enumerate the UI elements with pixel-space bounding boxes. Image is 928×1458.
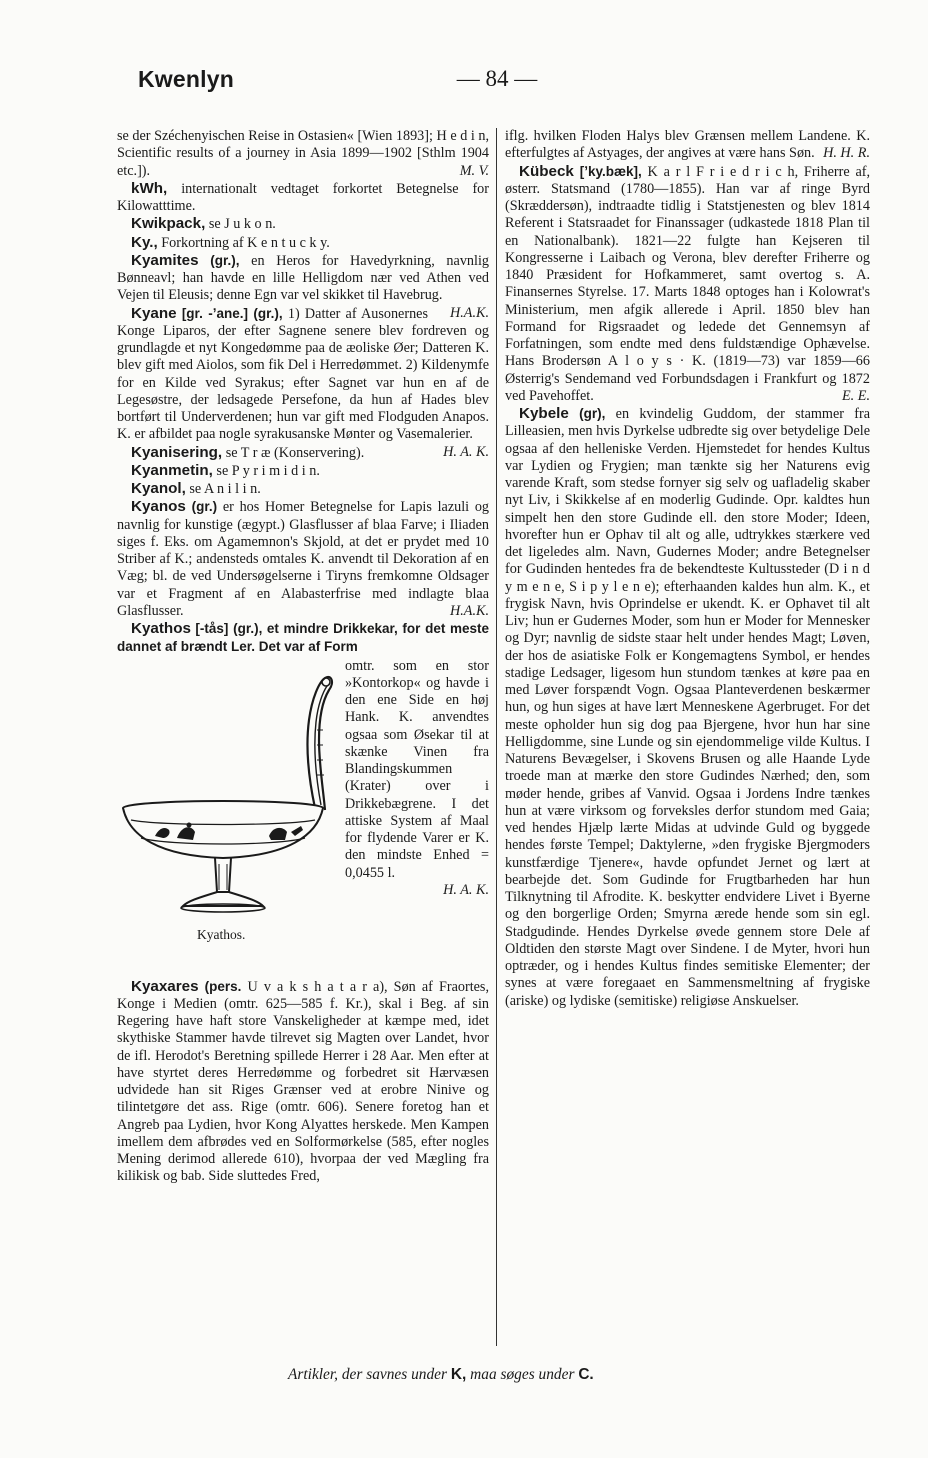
right-column bbox=[505, 128, 870, 1010]
headword: Kyaxares bbox=[131, 977, 199, 995]
entry-kybele bbox=[505, 405, 870, 1010]
headword: Kyanisering, bbox=[131, 443, 223, 461]
headword: Kyathos bbox=[131, 620, 191, 637]
kyathos-wrapped-text bbox=[345, 658, 489, 900]
page-number: — 84 — bbox=[456, 66, 538, 91]
entry-text: omtr. som en stor »Kontorkop« og havde i den ene Side en høj Hank. K. anvendtes ogsaa som Øsekar til at skænke Vinen fra Blandingskummen (Krater) over i Drikkebægrene. I det attiske System af Maal for flydende Varer er K. den mindste Enhed = 0,0455 l. bbox=[345, 657, 489, 881]
kyathos-figure-block bbox=[117, 658, 489, 978]
entry-ky bbox=[117, 234, 489, 252]
grammar-note: (pers. bbox=[204, 978, 242, 994]
page-footer-note bbox=[288, 1366, 708, 1384]
entry-kyanmetin bbox=[117, 462, 489, 480]
author-signature: H. A. K. bbox=[443, 443, 489, 460]
entry-text: 1) Datter af Ausonernes Konge Liparos, der efter Sagnene senere blev fordreven og grundlagde et nyt Kongedømme paa de æoliske Øer; Datteren K. blev gift med Aiolos, som fik Del i Herredømmet. 2) Kildenymfe for en Kilde ved Syrakus; efter Sagnet var hun en af de Legesøstre, der ledsagede Persefone, da hun af Hades blev bortført til Underverdenen; hun var gift med Flodguden Anapos. K. er afbildet paa nogle syrakusanske Mønter og Vasemalerier. bbox=[117, 305, 489, 443]
entry-text: se der Széchenyischen Reise in Ostasien« [Wien 1893]; H e d i n, Scientific results of a journey in Asia 1899—1902 [Sthlm 1904 etc.]). bbox=[117, 128, 489, 179]
headword: Ky., bbox=[131, 233, 158, 251]
headword: Kyane bbox=[131, 304, 177, 322]
entry-kubeck bbox=[505, 163, 870, 406]
author-signature: H. A. K. bbox=[443, 881, 489, 898]
headword: Kyamites bbox=[131, 251, 199, 269]
author-signature: H.A.K. bbox=[449, 304, 489, 321]
headword: kWh, bbox=[131, 179, 168, 197]
entry-kwh bbox=[117, 180, 489, 216]
grammar-note: (gr.) bbox=[191, 499, 218, 515]
headword: Kyanmetin, bbox=[131, 461, 213, 479]
footer-middle: maa søges under bbox=[470, 1366, 575, 1383]
left-column bbox=[117, 128, 489, 1186]
entry-kyathos bbox=[117, 620, 489, 657]
grammar-note: [-tås] (gr.), bbox=[195, 621, 263, 636]
footer-letter-c: C. bbox=[578, 1366, 594, 1383]
headword: Kyanol, bbox=[131, 480, 186, 497]
figure-caption: Kyathos. bbox=[197, 926, 246, 942]
running-head: Kwenlyn bbox=[138, 66, 234, 92]
footer-prefix: Artikler, der savnes under bbox=[288, 1366, 448, 1383]
entry-text: er hos Homer Betegnelse for Lapis lazuli og navnlig for kunstige (ægypt.) Glasflusser af blaa Farve; i Iliaden siges f. Eks. om Agamemnon's Skjold, at det er prydet med 10 Striber af K.; andensteds omtales K. anvendt til Dekoration af en Væg; bl. de ved Undersøgelserne i Tiryns fremkomne Oldsager var et Fragment af en Alabasterfrise med indlagte blaa Glasflusser. bbox=[117, 499, 490, 619]
entry-text: Forkortning af K e n t u c k y. bbox=[161, 234, 330, 251]
entry-text: K a r l F r i e d r i c h, Friherre af, østerr. Statsmand (1780—1855). Han var af ringe Byrd (Skræddersøn), indtraadte tidlig i Statstjenesten og blev 1814 Referent i Statsraadet for Finanssager (udkastede 1818 Plan til en Nationalbank). 1821—22 fulgte han Kejseren til Kongresserne i Laibach og Verona, blev derefter Friherre og 1840 Præsident for Hofkammeret, samt overtog s. A. Finansernes Styrelse. 17. Marts 1848 optoges han i Kolowrat's Ministerium, men afgik allerede i April. 1850 blev han Formand for Rigsraadet og ledede det Gennemsyn af Forfatningen, som endte med dens fuldstændige Ophævelse. Hans Brodersøn A l o y s · K. (1819—73) var 1859—66 Østerrig's Sendemand ved Forbundsdagen i Frankfurt og 1872 ved Pavehoffet. bbox=[505, 163, 871, 404]
author-signature: M. V. bbox=[459, 162, 489, 179]
entry-text: et mindre Drikkekar, for det meste dannet af brændt Ler. Det var af Form bbox=[117, 621, 490, 655]
entry-kyaxares bbox=[117, 978, 489, 1186]
headword: Kwikpack, bbox=[131, 215, 206, 233]
entry-text: se P y r i m i d i n. bbox=[216, 462, 320, 479]
entry-text: internationalt vedtaget forkortet Betegnelse for Kilowatttime. bbox=[117, 180, 489, 214]
grammar-note: [gr. -ʼane.] (gr.), bbox=[181, 305, 283, 321]
entry-text: se A n i l i n. bbox=[189, 481, 261, 497]
kyathos-cup-drawing bbox=[119, 660, 341, 922]
headword: Kübeck bbox=[519, 162, 574, 180]
kyathos-illustration bbox=[117, 658, 343, 978]
entry-kyanol bbox=[117, 480, 489, 498]
entry-text: iflg. hvilken Floden Halys blev Grænsen mellem Landene. K. efterfulgtes af Astyages, der angives at være hans Søn. bbox=[505, 128, 870, 162]
entry-text: se T r æ (Konservering). bbox=[225, 444, 365, 461]
entry-kyaxares-continuation bbox=[505, 128, 870, 163]
column-divider bbox=[496, 128, 497, 1346]
author-signature: H. H. R. bbox=[823, 145, 870, 162]
entry-kwikpack bbox=[117, 215, 489, 233]
entry-text: U v a k s h a t a r a), Søn af Fraortes, Konge i Medien (omtr. 625—585 f. Kr.), skal i Beg. af sin Regering have haft store Vanskeligheder at kæmpe med, idet skythiske Stammer havde tilrevet sig Magten over Landet, hvor de ifl. Herodot's Beretning spillede Herrer i 28 Aar. Men efter at have styrtet deres Herredømme og forbedret sit Hærvæsen udvidede han sit Riges Grænser ved at erobre Ninive og tilintetgøre det ass. Rige (omtr. 606). Senere foretog han et Angreb paa Lydien, hvor Kong Alyattes herskede. Men Kampen imellem dem afbrødes ved en Solformørkelse (585, efter nogles Mening derimod allerede 610), hvorpaa der ved Mægling fra kilikisk og bab. Side sluttedes Fred, bbox=[117, 978, 490, 1185]
headword: Kyanos bbox=[131, 498, 186, 516]
grammar-note: (gr), bbox=[579, 406, 606, 421]
author-signature: E. E. bbox=[842, 387, 870, 404]
entry-text: se J u k o n. bbox=[208, 216, 276, 233]
entry-text: en kvindelig Guddom, der stammer fra Lilleasien, men hvis Dyrkelse udbredte sig over betydelige Dele ogsaa af den helleniske Verden. Hjemstedet for hendes Kultus var Lydien og Frygien; man tænkte sig her Naturens evig varende Kraft, som stedse fornyer sig selv og uafladelig skaber nyt Liv, i Skikkelse af en moderlig Gudinde. Opr. kaldtes hun simpelt hen den store Gudinde ell. den store Moder; Ideen, hvorefter hun er Ophav til alt og alle, udtrykkes stærkere ved det ligeledes alm. Navn, Gudernes Moder; andre Betegnelser for Gudinden hentedes fra de bekendteste Kultussteder (D i n d y m e n e, S i p y l e n e); efterhaanden kaldes hun alm. K., et frygisk Navn, hvis Oprindelse er ukendt. K. er Ophavet til alt Liv; hun er Gudernes Moder, som hun er Moder for Mennesker og Dyr; navnlig de sidste staar helt under hendes Magt; Løven, der hos de asiatiske Folk er Kongemagtens Symbol, er hendes stadige Ledsager, ligesom hun stundom tænkes at køre paa en med Løver forspændt Vogn. Ogsaa Planteverdenen beskærmer hun, og hun siges at have lært Menneskene Agerbruget. For det meste opholder hun sig dog paa Bjergene, hvor hun har sine Helligdomme, sine Lunde og sin ejendommelige vilde Kultus. I Naturens Bevægelser, i Skovens Brusen og alle Haande Lyde troede man at mærke den store Gudindes Nærhed; den, som møder hende, gribes af Vanvid. Ogsaa i Jordens Indre tænkes hun at være virksom og forveksles derfor stundom med Gaia; ved hendes Hjælp lærte Midas at udvinde Guld og byggede hendes første Tempel; Daktylerne, »den frygiske Bjergmoders kunstfærdige Tjenere«, havde opfundet Jernet og lært at bearbejde det. Som Gudinde for Frugtbarheden har hun Tilknytning til Afrodite. K. beskytter endvidere Livet i Byerne og den borgerlige Orden; Smyrna ærede hende som sin egl. Stadgudinde. Hendes Dyrkelse øvede gennem store Dele af Oldtiden den største Magt over Sindene. I de Myter, hvori hun optræder, og i hendes Kultus findes semitiske Elementer; der synes at være foregaaet en Sammensmeltning af frygiske (ariske) og lydiske (semitiske) religiøse Anskuelser. bbox=[505, 406, 871, 1009]
grammar-note: [ʼky.bæk], bbox=[579, 163, 642, 179]
headword: Kybele bbox=[519, 405, 569, 422]
grammar-note: (gr.), bbox=[210, 252, 240, 268]
footer-letter-k: K, bbox=[450, 1366, 467, 1383]
entry-text: en Heros for Havedyrkning, navnlig Bønneavl; han havde en lille Helligdom nær ved Athen ved Vejen til Eleusis; denne Egn var vel skikket til Havebrug. bbox=[117, 252, 489, 304]
author-signature: H.A.K. bbox=[449, 602, 489, 619]
entry-szechenyi-continuation bbox=[117, 128, 489, 180]
entry-kyanos bbox=[117, 498, 489, 620]
